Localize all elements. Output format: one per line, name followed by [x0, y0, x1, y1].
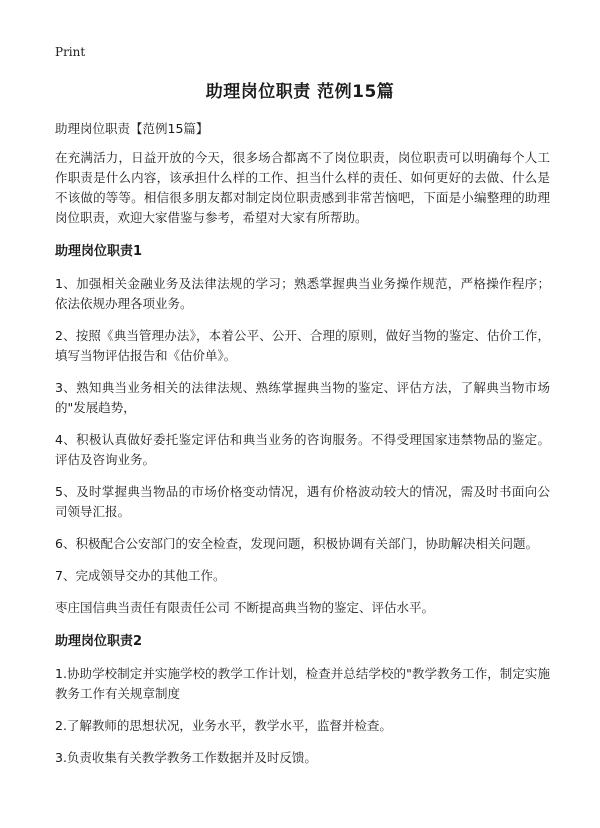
section-heading-1: 助理岗位职责1 — [55, 244, 143, 259]
section1-item: 枣庄国信典当责任有限责任公司 不断提高典当物的鉴定、评估水平。 — [55, 600, 434, 615]
section2-item: 3.负责收集有关教学教务工作数据并及时反馈。 — [55, 750, 317, 765]
section1-item: 4、积极认真做好委托鉴定评估和典当业务的咨询服务。不得受理国家违禁物品的鉴定。评估及咨询业务。 — [55, 432, 550, 467]
section2-item: 1.协助学校制定并实施学校的教学工作计划，检查并总结学校的"教学教务工作，制定实施教务工作有关规章制度 — [55, 666, 550, 701]
document-title: 助理岗位职责 范例15篇 — [205, 82, 395, 102]
section1-item: 7、完成领导交办的其他工作。 — [55, 568, 226, 583]
print-label: Print — [55, 45, 86, 59]
section1-item: 1、加强相关金融业务及法律法规的学习；熟悉掌握典当业务操作规范，严格操作程序；依法依规办理各项业务。 — [55, 276, 550, 311]
section1-item: 3、熟知典当业务相关的法律法规、熟练掌握典当物的鉴定、评估方法，了解典当物市场的"发展趋势， — [55, 380, 550, 415]
document-subtitle: 助理岗位职责【范例15篇】 — [55, 121, 209, 136]
section1-item: 6、积极配合公安部门的安全检查，发现问题，积极协调有关部门，协助解决相关问题。 — [55, 536, 538, 551]
section-heading-2: 助理岗位职责2 — [55, 634, 143, 649]
section1-item: 5、及时掌握典当物品的市场价格变动情况，遇有价格波动较大的情况，需及时书面向公司领导汇报。 — [55, 484, 550, 519]
document-body — [55, 120, 550, 780]
section1-item: 2、按照《典当管理办法》，本着公平、公开、合理的原则，做好当物的鉴定、估价工作，填写当物评估报告和《估价单》。 — [55, 328, 550, 363]
intro-paragraph: 在充满活力，日益开放的今天，很多场合都离不了岗位职责，岗位职责可以明确每个人工作职责是什么内容，该承担什么样的工作、担当什么样的责任、如何更好的去做、什么是不该做的等等。相信很多朋友都对制定岗位职责感到非常苦恼吧，下面是小编整理的助理岗位职责，欢迎大家借鉴与参考，希望对大家有所帮助。 — [55, 150, 550, 225]
section2-item: 2.了解教师的思想状况，业务水平，教学水平，监督并检查。 — [55, 718, 392, 733]
